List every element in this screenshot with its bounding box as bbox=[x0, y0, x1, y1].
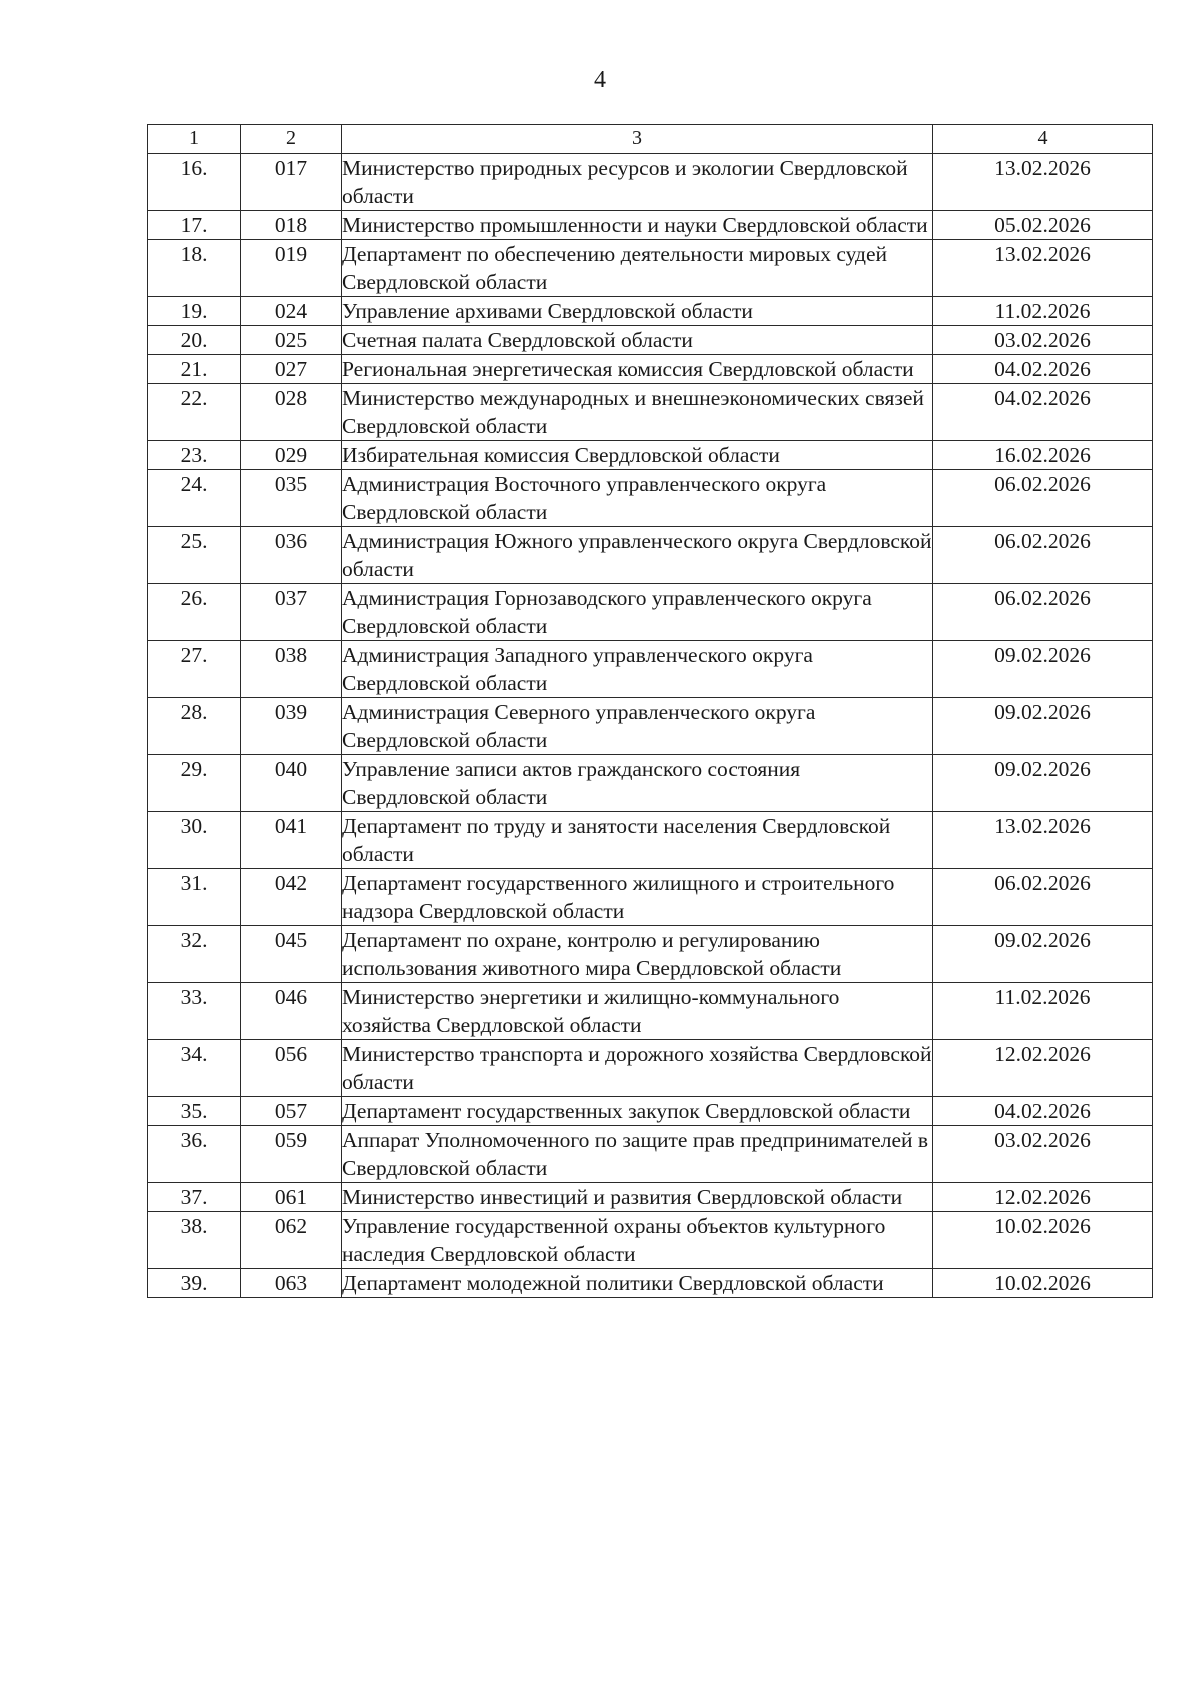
row-organization-name: Департамент по обеспечению деятельности мировых судей Свердловской области bbox=[342, 240, 933, 297]
row-date: 16.02.2026 bbox=[933, 441, 1153, 470]
table-row bbox=[148, 641, 1153, 698]
row-date: 12.02.2026 bbox=[933, 1040, 1153, 1097]
row-code: 039 bbox=[241, 698, 342, 755]
table-row bbox=[148, 384, 1153, 441]
row-code: 057 bbox=[241, 1097, 342, 1126]
row-date: 10.02.2026 bbox=[933, 1269, 1153, 1298]
row-date: 11.02.2026 bbox=[933, 983, 1153, 1040]
row-code: 028 bbox=[241, 384, 342, 441]
table-header bbox=[148, 125, 1153, 154]
row-number: 26. bbox=[148, 584, 241, 641]
row-organization-name: Администрация Южного управленческого округа Свердловской области bbox=[342, 527, 933, 584]
row-date: 13.02.2026 bbox=[933, 154, 1153, 211]
row-organization-name: Региональная энергетическая комиссия Свердловской области bbox=[342, 355, 933, 384]
row-code: 019 bbox=[241, 240, 342, 297]
row-number: 31. bbox=[148, 869, 241, 926]
row-code: 017 bbox=[241, 154, 342, 211]
row-date: 06.02.2026 bbox=[933, 869, 1153, 926]
row-date: 12.02.2026 bbox=[933, 1183, 1153, 1212]
row-date: 03.02.2026 bbox=[933, 1126, 1153, 1183]
row-date: 11.02.2026 bbox=[933, 297, 1153, 326]
row-date: 04.02.2026 bbox=[933, 384, 1153, 441]
row-date: 06.02.2026 bbox=[933, 584, 1153, 641]
row-organization-name: Министерство международных и внешнеэкономических связей Свердловской области bbox=[342, 384, 933, 441]
row-organization-name: Министерство промышленности и науки Свердловской области bbox=[342, 211, 933, 240]
row-code: 040 bbox=[241, 755, 342, 812]
row-organization-name: Министерство транспорта и дорожного хозяйства Свердловской области bbox=[342, 1040, 933, 1097]
row-number: 34. bbox=[148, 1040, 241, 1097]
table-row bbox=[148, 527, 1153, 584]
header-col-3: 3 bbox=[342, 125, 933, 154]
table-row bbox=[148, 584, 1153, 641]
row-number: 35. bbox=[148, 1097, 241, 1126]
row-code: 056 bbox=[241, 1040, 342, 1097]
row-code: 018 bbox=[241, 211, 342, 240]
row-organization-name: Министерство энергетики и жилищно-коммунального хозяйства Свердловской области bbox=[342, 983, 933, 1040]
header-col-4: 4 bbox=[933, 125, 1153, 154]
row-date: 03.02.2026 bbox=[933, 326, 1153, 355]
row-organization-name: Министерство инвестиций и развития Свердловской области bbox=[342, 1183, 933, 1212]
table-row bbox=[148, 154, 1153, 211]
row-number: 21. bbox=[148, 355, 241, 384]
row-organization-name: Департамент молодежной политики Свердловской области bbox=[342, 1269, 933, 1298]
row-number: 25. bbox=[148, 527, 241, 584]
row-code: 027 bbox=[241, 355, 342, 384]
row-number: 33. bbox=[148, 983, 241, 1040]
table-row bbox=[148, 355, 1153, 384]
table-row bbox=[148, 698, 1153, 755]
table-row bbox=[148, 1126, 1153, 1183]
table-row bbox=[148, 441, 1153, 470]
row-code: 061 bbox=[241, 1183, 342, 1212]
row-date: 09.02.2026 bbox=[933, 755, 1153, 812]
row-organization-name: Департамент по труду и занятости населения Свердловской области bbox=[342, 812, 933, 869]
row-organization-name: Управление архивами Свердловской области bbox=[342, 297, 933, 326]
row-number: 17. bbox=[148, 211, 241, 240]
page-number: 4 bbox=[594, 67, 606, 93]
row-code: 063 bbox=[241, 1269, 342, 1298]
row-number: 30. bbox=[148, 812, 241, 869]
row-number: 28. bbox=[148, 698, 241, 755]
header-row bbox=[148, 125, 1153, 154]
row-date: 06.02.2026 bbox=[933, 527, 1153, 584]
table-row bbox=[148, 869, 1153, 926]
row-code: 024 bbox=[241, 297, 342, 326]
row-code: 029 bbox=[241, 441, 342, 470]
row-date: 04.02.2026 bbox=[933, 1097, 1153, 1126]
table-row bbox=[148, 1269, 1153, 1298]
table-row bbox=[148, 1183, 1153, 1212]
row-date: 04.02.2026 bbox=[933, 355, 1153, 384]
row-date: 13.02.2026 bbox=[933, 240, 1153, 297]
row-organization-name: Управление записи актов гражданского состояния Свердловской области bbox=[342, 755, 933, 812]
row-number: 27. bbox=[148, 641, 241, 698]
row-code: 041 bbox=[241, 812, 342, 869]
row-code: 045 bbox=[241, 926, 342, 983]
table-row bbox=[148, 926, 1153, 983]
row-organization-name: Администрация Западного управленческого округа Свердловской области bbox=[342, 641, 933, 698]
row-number: 20. bbox=[148, 326, 241, 355]
row-date: 09.02.2026 bbox=[933, 926, 1153, 983]
row-number: 16. bbox=[148, 154, 241, 211]
document-table bbox=[147, 124, 1153, 1298]
row-number: 37. bbox=[148, 1183, 241, 1212]
table-row bbox=[148, 240, 1153, 297]
row-number: 18. bbox=[148, 240, 241, 297]
row-organization-name: Департамент по охране, контролю и регулированию использования животного мира Свердловской области bbox=[342, 926, 933, 983]
table-row bbox=[148, 755, 1153, 812]
table-row bbox=[148, 1097, 1153, 1126]
row-number: 36. bbox=[148, 1126, 241, 1183]
row-code: 062 bbox=[241, 1212, 342, 1269]
row-code: 036 bbox=[241, 527, 342, 584]
header-col-1: 1 bbox=[148, 125, 241, 154]
row-organization-name: Счетная палата Свердловской области bbox=[342, 326, 933, 355]
row-code: 038 bbox=[241, 641, 342, 698]
row-date: 10.02.2026 bbox=[933, 1212, 1153, 1269]
header-col-2: 2 bbox=[241, 125, 342, 154]
table-row bbox=[148, 1040, 1153, 1097]
row-number: 22. bbox=[148, 384, 241, 441]
row-code: 059 bbox=[241, 1126, 342, 1183]
row-date: 13.02.2026 bbox=[933, 812, 1153, 869]
row-organization-name: Департамент государственных закупок Свердловской области bbox=[342, 1097, 933, 1126]
row-number: 39. bbox=[148, 1269, 241, 1298]
table-row bbox=[148, 211, 1153, 240]
row-organization-name: Администрация Горнозаводского управленческого округа Свердловской области bbox=[342, 584, 933, 641]
table-row bbox=[148, 1212, 1153, 1269]
row-number: 23. bbox=[148, 441, 241, 470]
row-organization-name: Избирательная комиссия Свердловской области bbox=[342, 441, 933, 470]
row-number: 32. bbox=[148, 926, 241, 983]
row-organization-name: Аппарат Уполномоченного по защите прав предпринимателей в Свердловской области bbox=[342, 1126, 933, 1183]
row-date: 09.02.2026 bbox=[933, 698, 1153, 755]
row-date: 06.02.2026 bbox=[933, 470, 1153, 527]
table-row bbox=[148, 812, 1153, 869]
row-number: 19. bbox=[148, 297, 241, 326]
row-code: 035 bbox=[241, 470, 342, 527]
row-code: 046 bbox=[241, 983, 342, 1040]
row-organization-name: Министерство природных ресурсов и экологии Свердловской области bbox=[342, 154, 933, 211]
table-row bbox=[148, 297, 1153, 326]
row-organization-name: Администрация Восточного управленческого округа Свердловской области bbox=[342, 470, 933, 527]
row-organization-name: Администрация Северного управленческого округа Свердловской области bbox=[342, 698, 933, 755]
row-code: 037 bbox=[241, 584, 342, 641]
row-date: 05.02.2026 bbox=[933, 211, 1153, 240]
table-row bbox=[148, 983, 1153, 1040]
row-number: 38. bbox=[148, 1212, 241, 1269]
row-date: 09.02.2026 bbox=[933, 641, 1153, 698]
row-number: 24. bbox=[148, 470, 241, 527]
row-organization-name: Управление государственной охраны объектов культурного наследия Свердловской области bbox=[342, 1212, 933, 1269]
row-code: 042 bbox=[241, 869, 342, 926]
table-body bbox=[148, 154, 1153, 1298]
row-number: 29. bbox=[148, 755, 241, 812]
row-code: 025 bbox=[241, 326, 342, 355]
row-organization-name: Департамент государственного жилищного и строительного надзора Свердловской области bbox=[342, 869, 933, 926]
table-row bbox=[148, 326, 1153, 355]
table-row bbox=[148, 470, 1153, 527]
